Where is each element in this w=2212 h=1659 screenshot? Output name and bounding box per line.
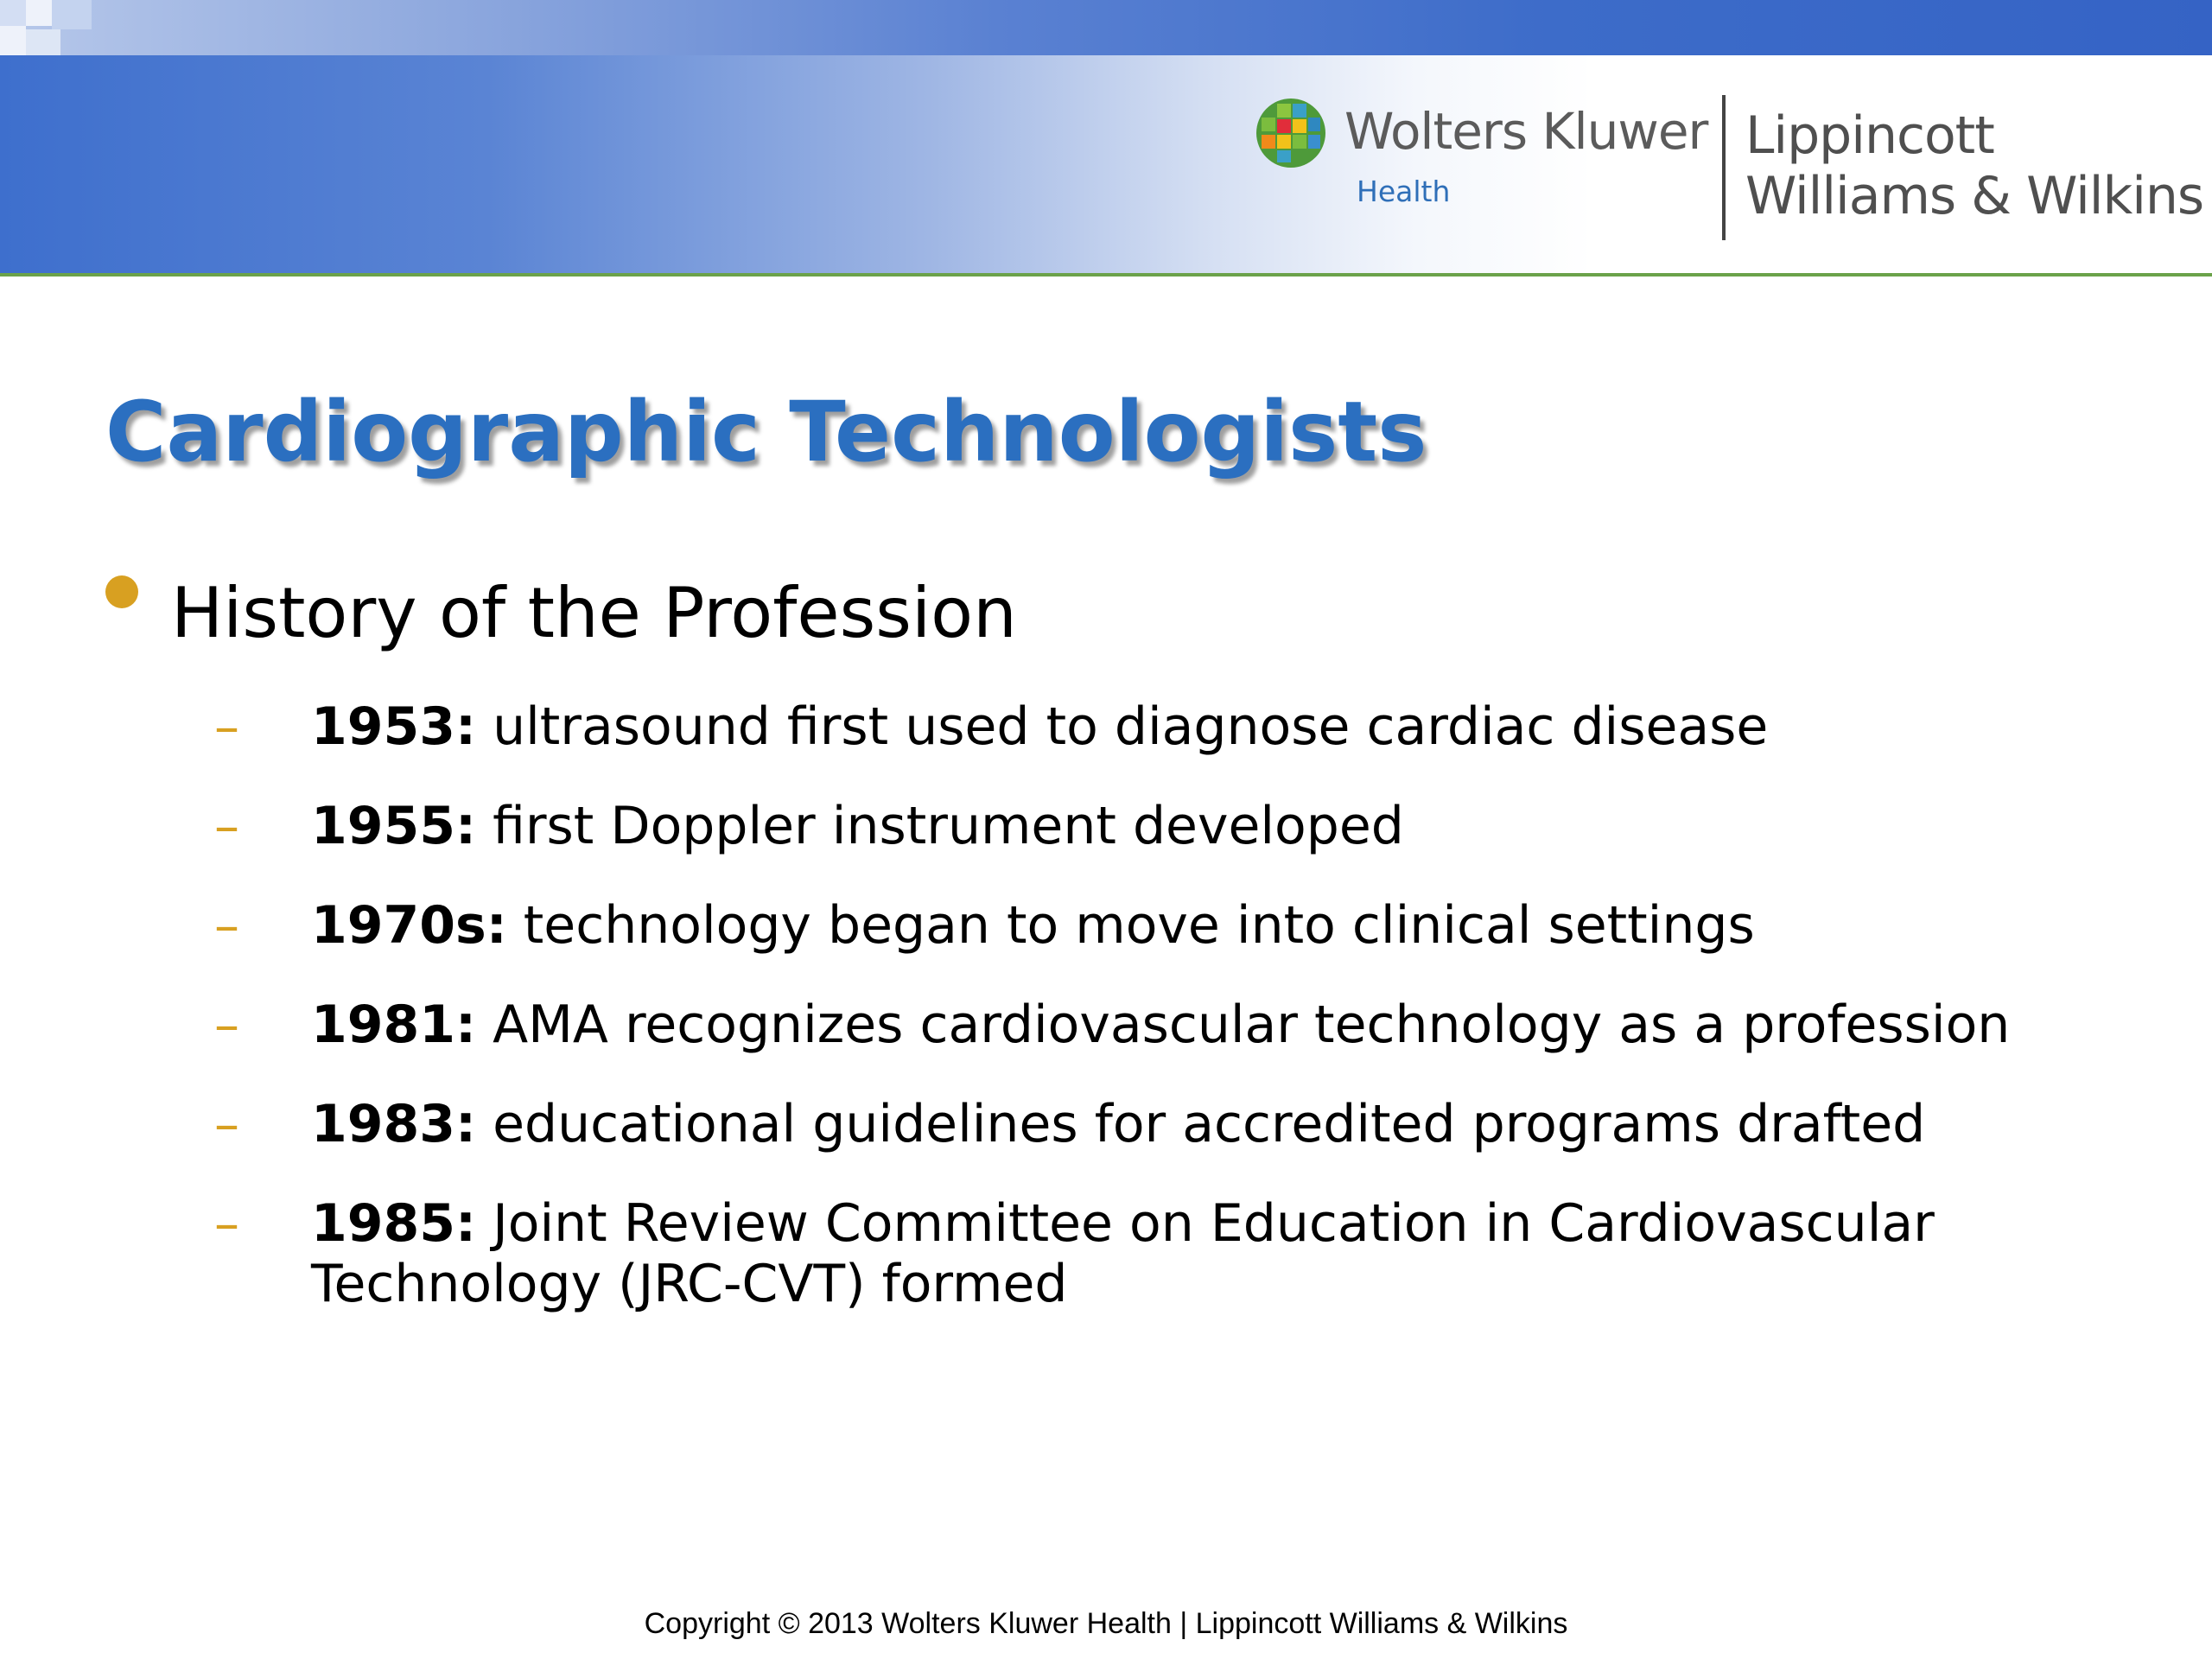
copyright-footer: Copyright © 2013 Wolters Kluwer Health | Lippincott Williams & Wilkins	[644, 1607, 1568, 1640]
header-top-strip	[0, 0, 2212, 55]
wolters-kluwer-wordmark: Wolters Kluwer	[1344, 102, 1708, 161]
timeline-year: 1983:	[311, 1094, 476, 1154]
timeline-item-text	[311, 895, 2195, 956]
timeline-description: AMA recognizes cardiovascular technology as a profession	[476, 995, 2011, 1055]
timeline-year: 1953:	[311, 696, 476, 757]
decorative-square	[52, 0, 92, 29]
logo-divider	[1722, 95, 1726, 240]
dash-icon: –	[214, 896, 239, 955]
timeline-item-text	[311, 696, 2195, 757]
timeline-year: 1985:	[311, 1193, 476, 1254]
timeline-item-text	[311, 1094, 2195, 1154]
timeline-year: 1981:	[311, 995, 476, 1055]
dash-icon: –	[214, 995, 239, 1054]
timeline-item-text	[311, 1193, 2195, 1314]
lippincott-line-1: Lippincott	[1745, 105, 1994, 166]
lippincott-wordmark	[1745, 105, 2203, 226]
timeline-item-text	[311, 995, 2195, 1055]
slide-title: Cardiographic Technologists	[105, 384, 1427, 480]
dash-icon: –	[214, 1194, 239, 1253]
wolters-kluwer-globe-icon	[1255, 97, 1327, 169]
decorative-square	[26, 0, 52, 26]
health-wordmark: Health	[1357, 175, 1451, 208]
timeline-description: ultrasound first used to diagnose cardiac disease	[476, 696, 1769, 757]
header-divider-rule	[0, 273, 2212, 276]
timeline-year: 1970s:	[311, 895, 507, 956]
timeline-description: technology began to move into clinical settings	[506, 895, 1755, 956]
bullet-heading: History of the Profession	[171, 573, 1017, 653]
decorative-square	[0, 0, 26, 26]
dash-icon: –	[214, 1095, 239, 1154]
lippincott-line-2: Williams & Wilkins	[1745, 166, 2204, 226]
dash-icon: –	[214, 797, 239, 855]
dash-icon: –	[214, 697, 239, 756]
timeline-item-text	[311, 796, 2195, 856]
timeline-description: first Doppler instrument developed	[476, 796, 1404, 856]
decorative-square	[0, 26, 26, 55]
decorative-square	[26, 29, 60, 55]
bullet-dot-icon	[105, 575, 138, 608]
timeline-description: Joint Review Committee on Education in Cardiovascular Technology (JRC-CVT) formed	[311, 1193, 1935, 1314]
timeline-description: educational guidelines for accredited programs drafted	[476, 1094, 1926, 1154]
timeline-year: 1955:	[311, 796, 476, 856]
